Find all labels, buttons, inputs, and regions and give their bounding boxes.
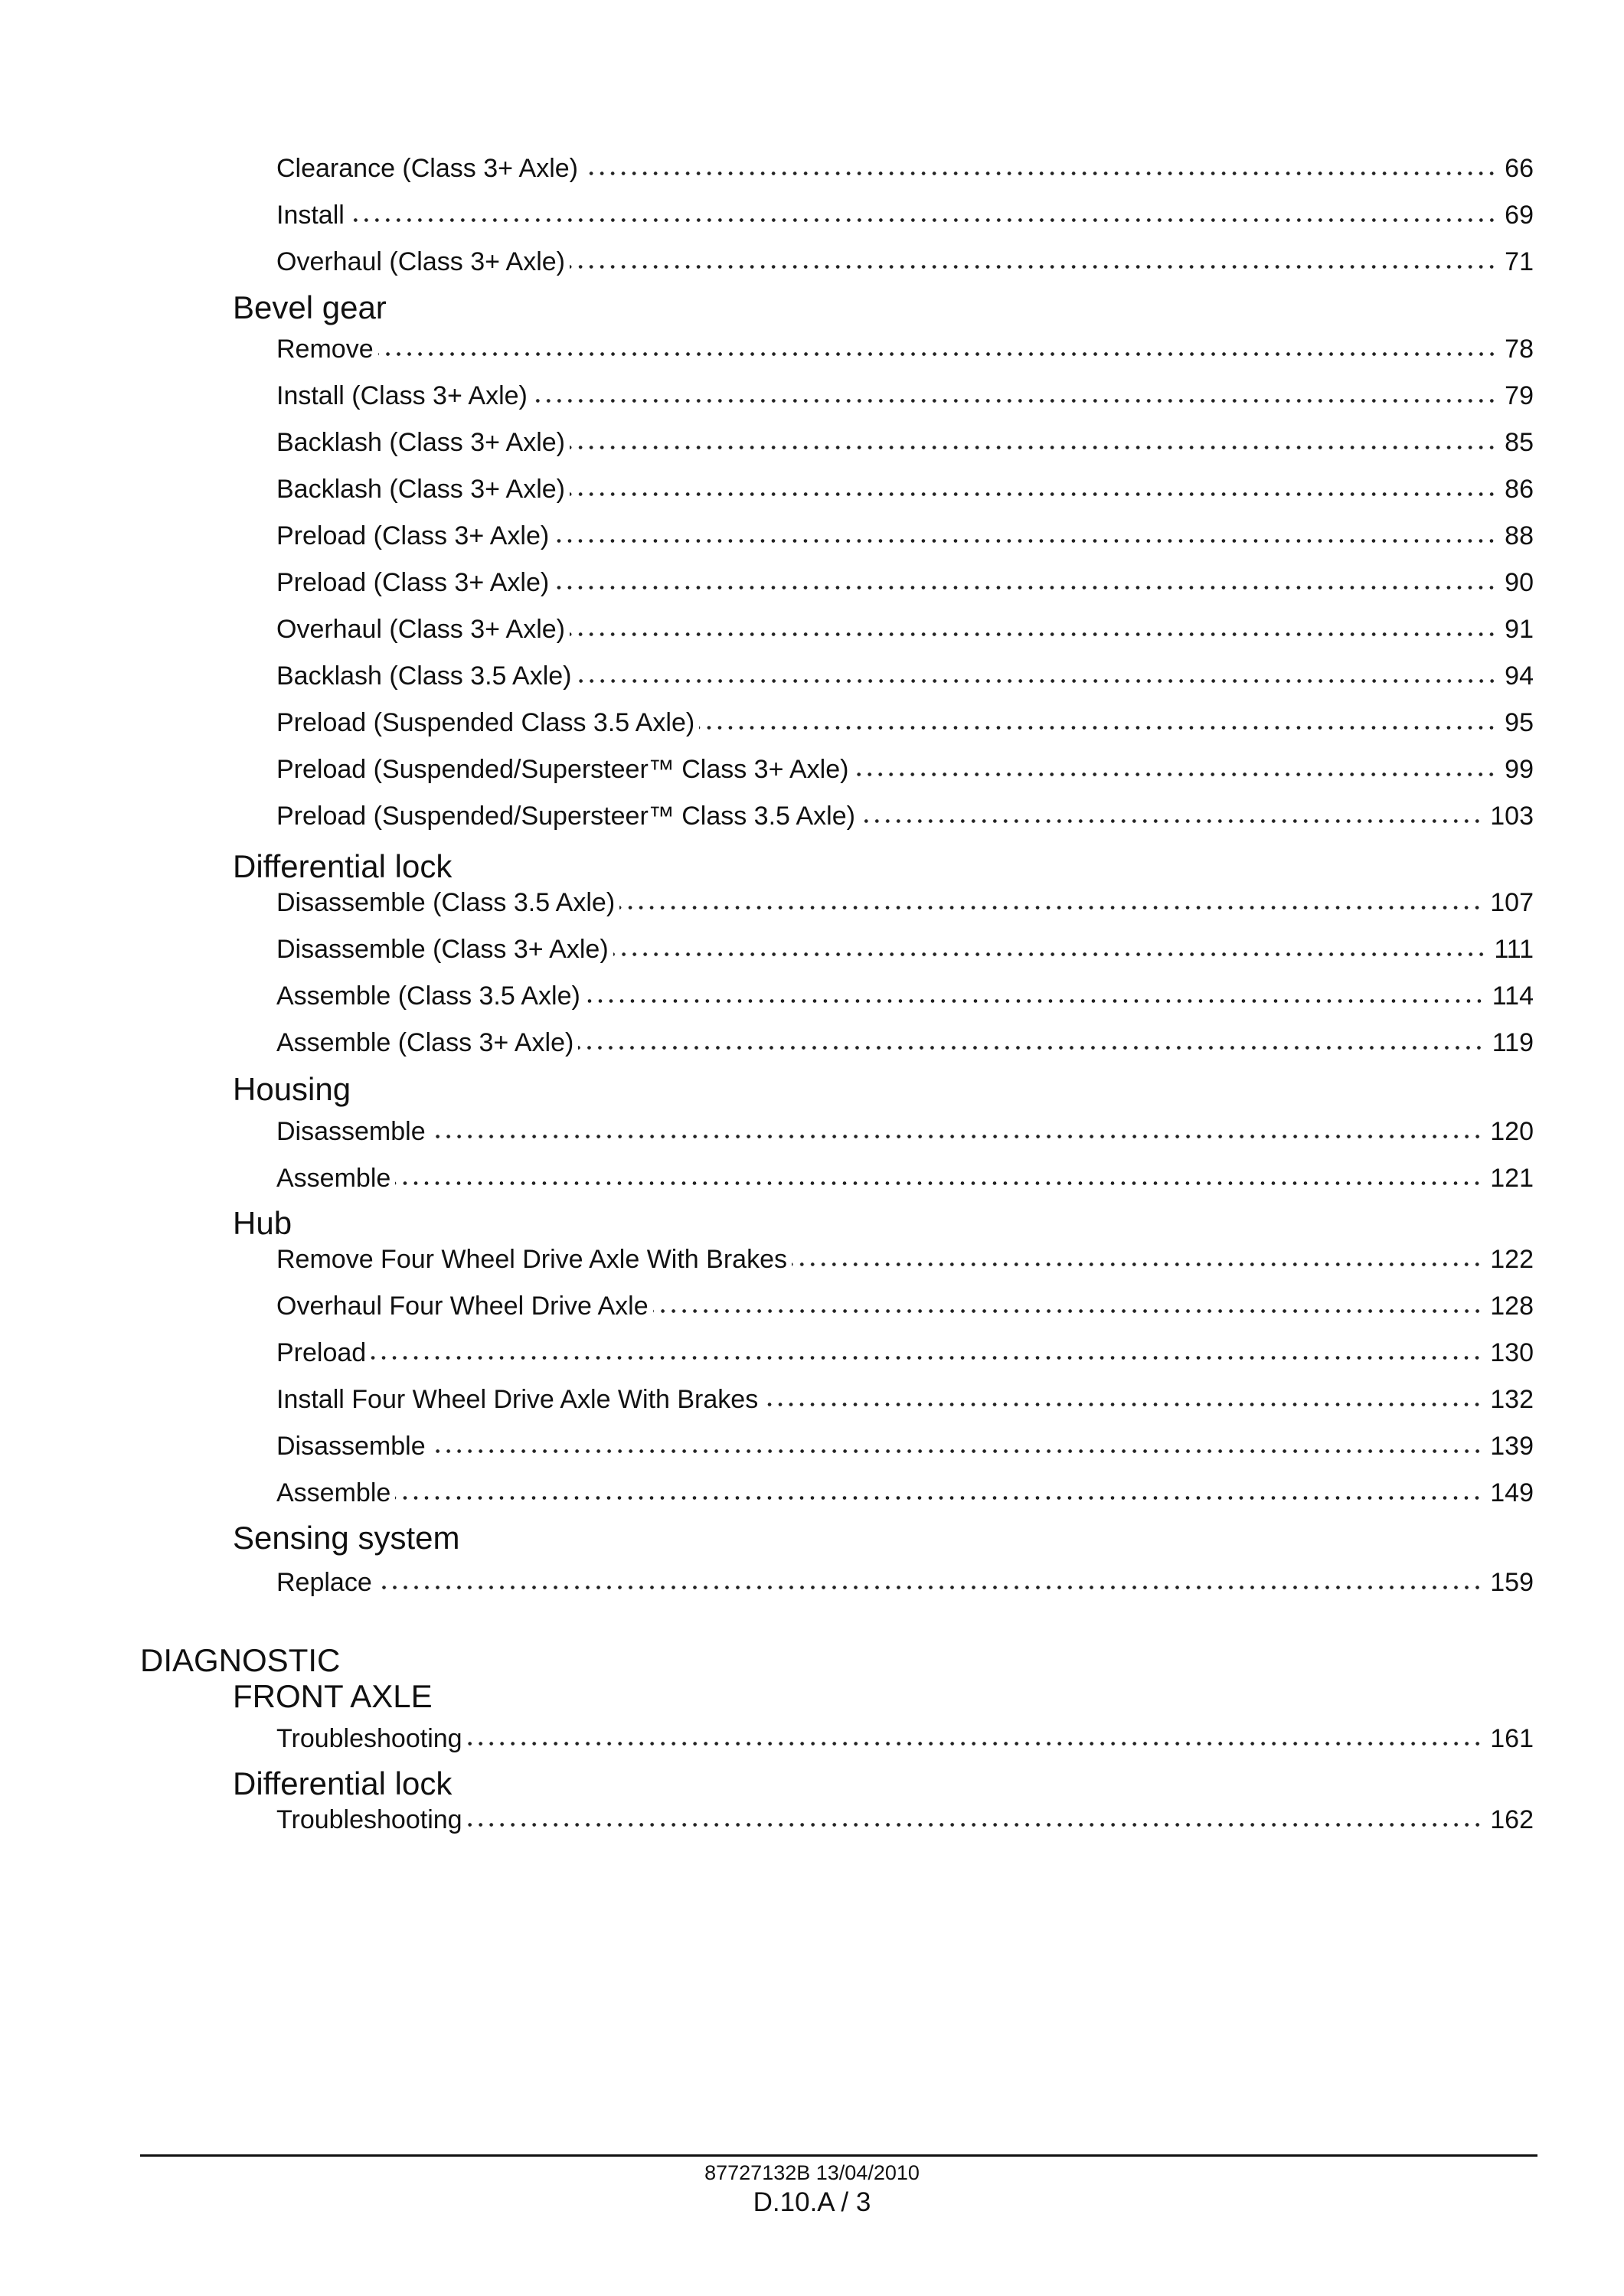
toc-entry[interactable] [276, 1425, 1534, 1462]
toc-entry-label: Preload [276, 1338, 367, 1367]
toc-entry-page-number: 111 [1494, 935, 1534, 964]
toc-entry-page-number: 139 [1490, 1432, 1534, 1461]
toc-entry[interactable] [276, 421, 1534, 458]
toc-entry-label: Install [276, 201, 345, 230]
toc-entry-label: Replace [276, 1568, 372, 1597]
toc-entry-page-number: 121 [1490, 1164, 1534, 1193]
dot-leader [570, 491, 1497, 498]
toc-entry[interactable] [276, 147, 1534, 184]
toc-entry-label: Preload (Class 3+ Axle) [276, 521, 550, 550]
toc-entry-page-number: 128 [1490, 1292, 1534, 1321]
footer-document-code: 87727132B 13/04/2010 [704, 2161, 920, 2184]
toc-entry-page-number: 91 [1505, 615, 1534, 644]
toc-entry[interactable] [276, 561, 1534, 598]
toc-entry-label: Troubleshooting [276, 1805, 462, 1834]
toc-entry-label: Install (Class 3+ Axle) [276, 381, 528, 410]
toc-entry-page-number: 122 [1490, 1245, 1534, 1274]
toc-entry-page-number: 159 [1490, 1568, 1534, 1597]
toc-entry[interactable] [276, 1110, 1534, 1147]
toc-entry-page-number: 79 [1505, 381, 1534, 410]
toc-entry[interactable] [276, 240, 1534, 277]
dot-leader [371, 1354, 1482, 1361]
toc-entry-label: Assemble (Class 3.5 Axle) [276, 981, 580, 1011]
toc-entry-label: Remove Four Wheel Drive Axle With Brakes [276, 1245, 787, 1274]
toc-entry-label: Disassemble [276, 1432, 426, 1461]
toc-entry[interactable] [276, 1561, 1534, 1598]
dot-leader [395, 1180, 1482, 1187]
toc-entry-label: Preload (Suspended/Supersteer™ Class 3+ Axle) [276, 755, 849, 784]
toc-entry-page-number: 103 [1490, 802, 1534, 831]
toc-entry-page-number: 99 [1505, 755, 1534, 784]
toc-entry-page-number: 69 [1505, 201, 1534, 230]
dot-leader [554, 584, 1497, 591]
toc-entry-label: Disassemble (Class 3.5 Axle) [276, 888, 616, 917]
dot-leader [699, 724, 1497, 731]
group-heading-sensing-system: Sensing system [233, 1520, 460, 1556]
toc-entry-page-number: 161 [1490, 1724, 1534, 1753]
dot-leader [860, 818, 1482, 825]
group-heading-housing: Housing [233, 1071, 351, 1107]
footer-page-reference: D.10.A / 3 [753, 2187, 871, 2217]
toc-entry[interactable] [276, 1157, 1534, 1194]
toc-entry-page-number: 95 [1505, 708, 1534, 737]
toc-entry-page-number: 71 [1505, 247, 1534, 276]
toc-entry-label: Overhaul (Class 3+ Axle) [276, 247, 565, 276]
toc-entry[interactable] [276, 374, 1534, 411]
toc-entry-page-number: 86 [1505, 475, 1534, 504]
toc-entry[interactable] [276, 748, 1534, 785]
toc-entry-page-number: 66 [1505, 154, 1534, 183]
dot-leader [467, 1821, 1483, 1828]
toc-entry[interactable] [276, 328, 1534, 364]
toc-entry-label: Assemble [276, 1478, 391, 1507]
toc-entry[interactable] [276, 1285, 1534, 1321]
dot-leader [570, 263, 1497, 270]
toc-entry[interactable] [276, 1021, 1534, 1058]
toc-entry[interactable] [276, 1331, 1534, 1368]
dot-leader [467, 1740, 1483, 1747]
toc-entry-label: Preload (Suspended/Supersteer™ Class 3.5 Axle) [276, 802, 855, 831]
dot-leader [853, 771, 1497, 778]
dot-leader [613, 951, 1487, 958]
toc-entry-page-number: 85 [1505, 428, 1534, 457]
toc-entry-label: Remove [276, 335, 374, 364]
toc-entry-page-number: 132 [1490, 1385, 1534, 1414]
toc-entry-page-number: 88 [1505, 521, 1534, 550]
toc-entry-page-number: 149 [1490, 1478, 1534, 1507]
toc-entry[interactable] [276, 881, 1534, 918]
toc-entry-page-number: 78 [1505, 335, 1534, 364]
dot-leader [792, 1261, 1482, 1268]
dot-leader [577, 678, 1498, 684]
toc-entry[interactable] [276, 1717, 1534, 1754]
toc-entry-label: Disassemble [276, 1117, 426, 1146]
dot-leader [570, 444, 1497, 451]
dot-leader [585, 998, 1485, 1004]
toc-entry-label: Backlash (Class 3+ Axle) [276, 475, 565, 504]
toc-entry-label: Assemble (Class 3+ Axle) [276, 1028, 574, 1057]
toc-entry[interactable] [276, 1471, 1534, 1508]
dot-leader [578, 1044, 1484, 1051]
toc-entry[interactable] [276, 1798, 1534, 1835]
dot-leader [653, 1308, 1483, 1315]
dot-leader [378, 351, 1498, 358]
dot-leader [570, 631, 1497, 638]
toc-entry-label: Backlash (Class 3+ Axle) [276, 428, 565, 457]
toc-entry-label: Install Four Wheel Drive Axle With Brakes [276, 1385, 759, 1414]
toc-entry-page-number: 162 [1490, 1805, 1534, 1834]
toc-entry-label: Troubleshooting [276, 1724, 462, 1753]
group-heading-front-axle: FRONT AXLE [233, 1678, 433, 1714]
toc-entry[interactable] [276, 701, 1534, 738]
toc-entry[interactable] [276, 795, 1534, 831]
toc-entry-label: Preload (Class 3+ Axle) [276, 568, 550, 597]
toc-entry-label: Clearance (Class 3+ Axle) [276, 154, 579, 183]
dot-leader [619, 904, 1482, 911]
group-heading-hub: Hub [233, 1205, 292, 1241]
toc-entry-label: Disassemble (Class 3+ Axle) [276, 935, 609, 964]
footer-divider [140, 2154, 1537, 2157]
group-heading-bevel-gear: Bevel gear [233, 289, 387, 325]
toc-entry-label: Preload (Suspended Class 3.5 Axle) [276, 708, 695, 737]
toc-entry-label: Overhaul (Class 3+ Axle) [276, 615, 565, 644]
dot-leader [395, 1494, 1482, 1501]
toc-entry-label: Backlash (Class 3.5 Axle) [276, 661, 572, 691]
toc-entry-page-number: 130 [1490, 1338, 1534, 1367]
group-heading-differential-lock: Differential lock [233, 848, 453, 884]
dot-leader [430, 1133, 1483, 1140]
dot-leader [763, 1401, 1482, 1408]
toc-entry[interactable] [276, 514, 1534, 551]
dot-leader [349, 217, 1497, 224]
toc-entry-page-number: 120 [1490, 1117, 1534, 1146]
dot-leader [554, 537, 1497, 544]
toc-entry-label: Assemble [276, 1164, 391, 1193]
toc-entry-page-number: 119 [1492, 1028, 1534, 1057]
toc-entry[interactable] [276, 975, 1534, 1011]
toc-entry[interactable] [276, 608, 1534, 645]
dot-leader [430, 1448, 1483, 1455]
toc-entry[interactable] [276, 928, 1534, 965]
toc-entry-page-number: 94 [1505, 661, 1534, 691]
dot-leader [583, 170, 1497, 177]
toc-entry-page-number: 114 [1492, 981, 1534, 1011]
toc-entry-page-number: 90 [1505, 568, 1534, 597]
dot-leader [377, 1584, 1483, 1591]
toc-entry-label: Overhaul Four Wheel Drive Axle [276, 1292, 649, 1321]
toc-entry-page-number: 107 [1490, 888, 1534, 917]
section-title: DIAGNOSTIC [140, 1642, 341, 1678]
toc-entry[interactable] [276, 655, 1534, 691]
toc-entry[interactable] [276, 194, 1534, 230]
toc-entry[interactable] [276, 1378, 1534, 1415]
toc-entry[interactable] [276, 1238, 1534, 1275]
dot-leader [532, 397, 1497, 404]
toc-entry[interactable] [276, 468, 1534, 505]
group-heading-differential-lock: Differential lock [233, 1765, 453, 1801]
